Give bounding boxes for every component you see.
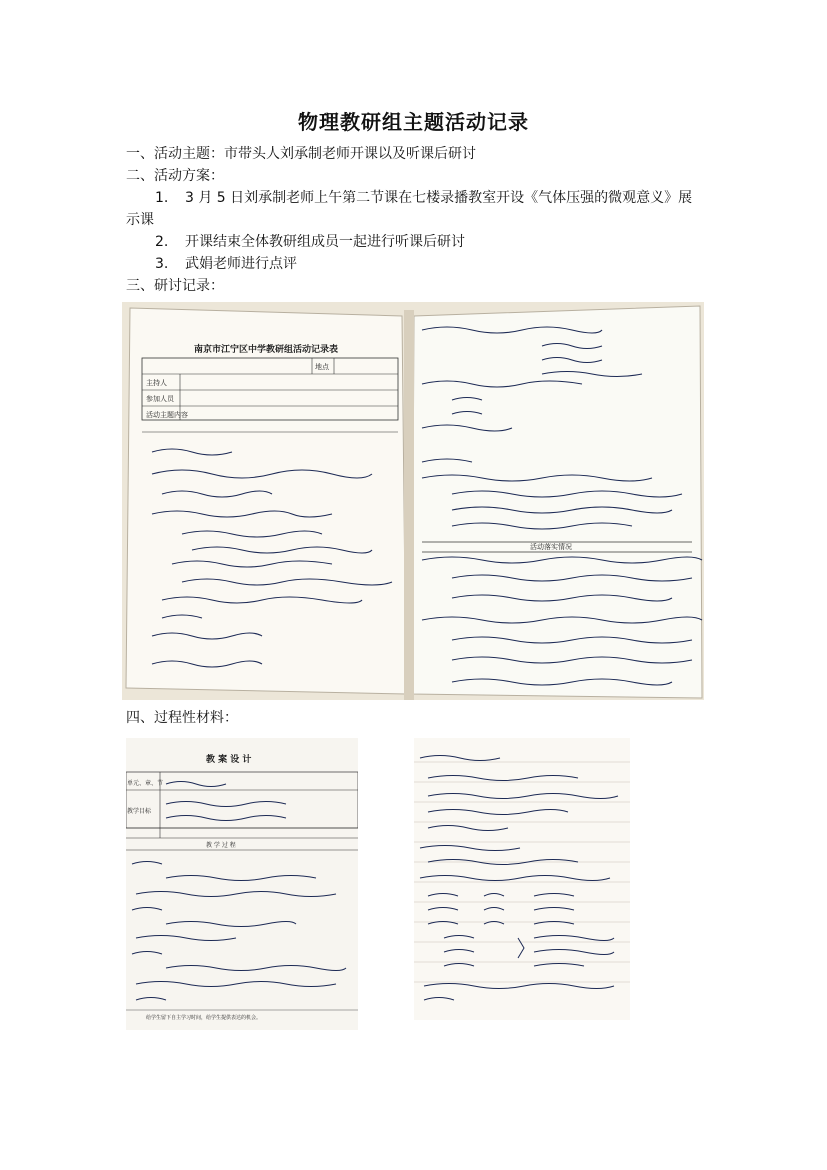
scan-section-title: 活动落实情况 bbox=[530, 543, 572, 551]
scan-place-label: 地点 bbox=[315, 363, 329, 371]
scan-row-content: 活动主题内容 bbox=[146, 411, 188, 419]
plan-item-number: 3. bbox=[155, 256, 169, 272]
plan-item-2 bbox=[155, 232, 465, 252]
scan-row-participants: 参加人员 bbox=[146, 395, 174, 403]
plan-item-3 bbox=[155, 254, 297, 274]
lesson-plan-scan-page-2 bbox=[414, 738, 630, 1020]
scan-drawing bbox=[122, 302, 704, 700]
lesson-plan-row-process: 教 学 过 程 bbox=[206, 842, 236, 849]
plan-item-number: 2. bbox=[155, 234, 169, 250]
section-activity-plan: 二、活动方案： bbox=[126, 168, 224, 184]
lesson-plan-page-2-drawing bbox=[414, 738, 630, 1020]
section-activity-topic: 一、活动主题：市带头人刘承制老师开课以及听课后研讨 bbox=[126, 146, 476, 162]
plan-item-text: 开课结束全体教研组成员一起进行听课后研讨 bbox=[185, 234, 465, 250]
plan-item-1 bbox=[155, 188, 692, 208]
plan-item-1-continued: 示课 bbox=[126, 212, 154, 228]
plan-item-text: 3 月 5 日刘承制老师上午第二节课在七楼录播教室开设《气体压强的微观意义》展 bbox=[185, 190, 693, 206]
plan-item-text: 武娟老师进行点评 bbox=[185, 256, 297, 272]
section-process-materials: 四、过程性材料： bbox=[126, 710, 238, 726]
lesson-plan-title: 教 案 设 计 bbox=[206, 755, 252, 765]
section-discussion-record: 三、研讨记录： bbox=[126, 278, 224, 294]
page-title: 物理教研组主题活动记录 bbox=[298, 110, 529, 134]
plan-item-number: 1. bbox=[155, 190, 169, 206]
scan-form-title: 南京市江宁区中学教研组活动记录表 bbox=[194, 345, 339, 355]
lesson-plan-row-goal: 教学目标 bbox=[127, 808, 152, 815]
discussion-record-scan bbox=[122, 302, 704, 700]
scan-row-host: 主持人 bbox=[146, 379, 167, 387]
lesson-plan-scan bbox=[126, 738, 358, 1030]
lesson-plan-footer: 给学生留下自主学习时间，给学生提供表达的机会。 bbox=[146, 1015, 262, 1021]
lesson-plan-row-unit: 单元、章、节 bbox=[127, 780, 164, 787]
